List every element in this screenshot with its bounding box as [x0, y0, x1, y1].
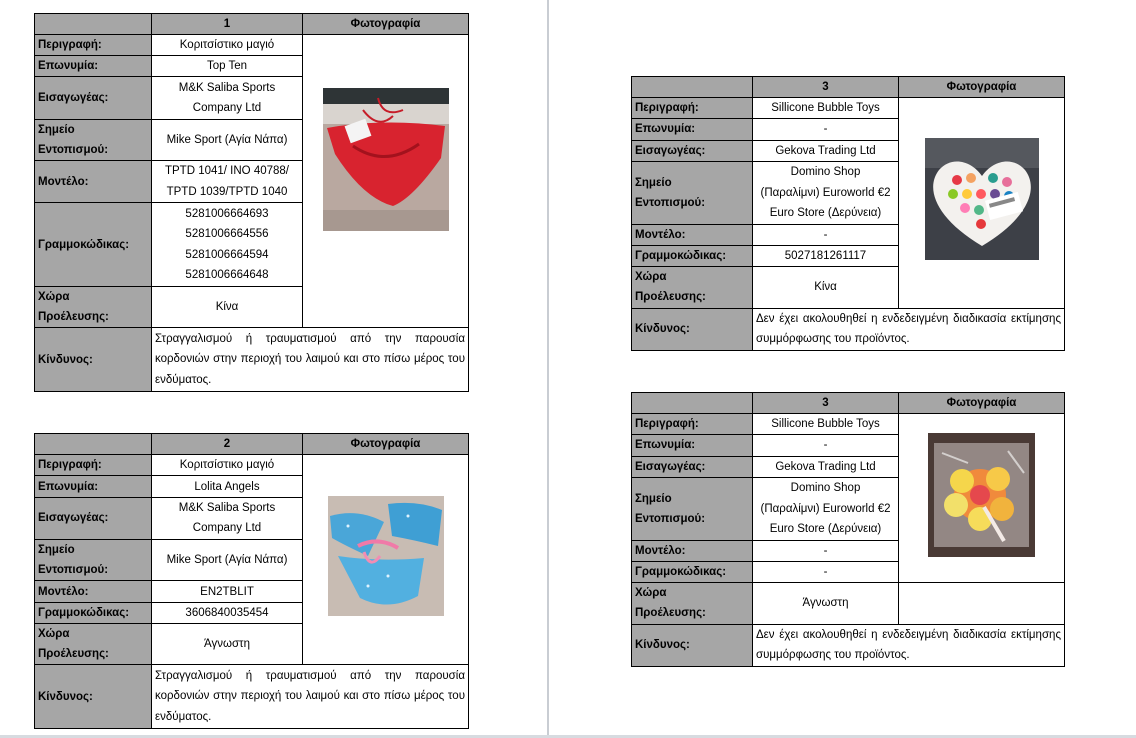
importer-label: Εισαγωγέας: — [35, 77, 152, 119]
origin-label — [632, 267, 753, 308]
location-value: Mike Sport (Αγία Νάπα) — [152, 540, 303, 581]
location-label-line: Σημείο — [38, 123, 75, 136]
importer-label: Εισαγωγέας: — [632, 140, 753, 161]
model-line: TPTD 1041/ INO 40788/ — [164, 165, 289, 178]
brand-label: Επωνυμία: — [632, 119, 753, 140]
barcode-value: 5027181261117 — [753, 246, 899, 267]
product-number: 1 — [152, 14, 303, 35]
brand-value: - — [753, 119, 899, 140]
description-label: Περιγραφή: — [35, 35, 152, 56]
header-blank — [632, 393, 753, 414]
risk-value: Στραγγαλισμού ή τραυματισμού από την παρουσία κορδονιών στην περιοχή του λαιμού και στο πίσω μέρος του ενδύματος. — [152, 328, 469, 392]
product-card-2 — [34, 433, 468, 729]
description-value: Sillicone Bubble Toys — [753, 98, 899, 119]
origin-label — [35, 287, 152, 328]
location-line: Domino Shop — [790, 166, 861, 179]
product-number: 3 — [753, 77, 899, 98]
photo-header: Φωτογραφία — [899, 77, 1065, 98]
importer-label: Εισαγωγέας: — [35, 497, 152, 539]
location-value — [753, 477, 899, 540]
risk-label: Κίνδυνος: — [632, 308, 753, 350]
location-line: Euro Store (Δερύνεια) — [769, 207, 882, 220]
photo-cell — [899, 414, 1065, 583]
barcode-label: Γραμμοκώδικας: — [35, 203, 152, 287]
location-label-line: Εντοπισμού: — [635, 196, 706, 209]
header-blank — [35, 14, 152, 35]
barcode-value — [152, 203, 303, 287]
heart-bubble-toy-photo — [925, 138, 1039, 260]
location-value — [753, 161, 899, 224]
risk-value: Στραγγαλισμού ή τραυματισμού από την παρουσία κορδονιών στην περιοχή του λαιμού και στο πίσω μέρος του ενδύματος. — [152, 665, 469, 729]
location-line: (Παραλίμνι) Euroworld €2 — [760, 502, 891, 515]
location-label — [35, 119, 152, 160]
red-swimsuit-photo — [323, 88, 449, 231]
origin-label — [632, 583, 753, 624]
location-label-line: Εντοπισμού: — [635, 512, 706, 525]
risk-label: Κίνδυνος: — [632, 624, 753, 666]
location-label-line: Εντοπισμού: — [38, 143, 109, 156]
brand-value: - — [753, 435, 899, 456]
location-label — [632, 477, 753, 540]
model-value: - — [753, 540, 899, 561]
importer-value: Gekova Trading Ltd — [753, 456, 899, 477]
description-label: Περιγραφή: — [35, 455, 152, 476]
importer-line: M&K Saliba Sports — [178, 81, 276, 94]
location-label-line: Σημείο — [635, 176, 672, 189]
location-label-line: Σημείο — [38, 544, 75, 557]
header-blank — [35, 434, 152, 455]
model-label: Μοντέλο: — [35, 161, 152, 203]
origin-value: Κίνα — [753, 267, 899, 308]
importer-label: Εισαγωγέας: — [632, 456, 753, 477]
importer-line: M&K Saliba Sports — [178, 501, 276, 514]
importer-line: Company Ltd — [192, 522, 262, 535]
location-label — [35, 540, 152, 581]
description-value: Κοριτσίστικο μαγιό — [152, 35, 303, 56]
barcode-label: Γραμμοκώδικας: — [35, 602, 152, 623]
model-value: - — [753, 224, 899, 245]
header-blank — [632, 77, 753, 98]
origin-label-line: Χώρα — [635, 271, 667, 284]
photo-cell — [303, 35, 469, 328]
brand-label: Επωνυμία: — [632, 435, 753, 456]
barcode-value: - — [753, 562, 899, 583]
description-label: Περιγραφή: — [632, 98, 753, 119]
product-number: 2 — [152, 434, 303, 455]
photo-header: Φωτογραφία — [899, 393, 1065, 414]
location-value: Mike Sport (Αγία Νάπα) — [152, 119, 303, 160]
description-value: Κοριτσίστικο μαγιό — [152, 455, 303, 476]
barcode-label: Γραμμοκώδικας: — [632, 246, 753, 267]
risk-label: Κίνδυνος: — [35, 665, 152, 729]
barcode-line: 5281006664556 — [185, 228, 269, 241]
barcode-label: Γραμμοκώδικας: — [632, 562, 753, 583]
product-number: 3 — [753, 393, 899, 414]
model-value — [152, 161, 303, 203]
barcode-line: 5281006664594 — [185, 248, 269, 261]
barcode-line: 5281006664693 — [185, 207, 269, 220]
product-card-3 — [631, 76, 1064, 351]
brand-label: Επωνυμία: — [35, 56, 152, 77]
importer-value — [152, 77, 303, 119]
brand-label: Επωνυμία: — [35, 476, 152, 497]
origin-label-line: Προέλευσης: — [38, 311, 109, 324]
description-value: Sillicone Bubble Toys — [753, 414, 899, 435]
photo-header: Φωτογραφία — [303, 14, 469, 35]
location-label-line: Εντοπισμού: — [38, 564, 109, 577]
flower-bubble-toy-photo — [928, 433, 1035, 557]
model-line: TPTD 1039/TPTD 1040 — [166, 185, 288, 198]
location-line: (Παραλίμνι) Euroworld €2 — [760, 186, 891, 199]
risk-value: Δεν έχει ακολουθηθεί η ενδεδειγμένη διαδικασία εκτίμησης συμμόρφωσης του προϊόντος. — [753, 624, 1065, 666]
model-label: Μοντέλο: — [632, 540, 753, 561]
page-divider — [547, 0, 549, 738]
barcode-value: 3606840035454 — [152, 602, 303, 623]
location-line: Euro Store (Δερύνεια) — [769, 523, 882, 536]
blue-swimsuit-photo — [328, 496, 444, 616]
importer-line: Company Ltd — [192, 102, 262, 115]
risk-value: Δεν έχει ακολουθηθεί η ενδεδειγμένη διαδικασία εκτίμησης συμμόρφωσης του προϊόντος. — [753, 308, 1065, 350]
barcode-line: 5281006664648 — [185, 269, 269, 282]
origin-value: Άγνωστη — [753, 583, 899, 624]
model-label: Μοντέλο: — [632, 224, 753, 245]
origin-label-line: Χώρα — [38, 291, 70, 304]
origin-label-line: Προέλευσης: — [38, 648, 109, 661]
risk-label: Κίνδυνος: — [35, 328, 152, 392]
brand-value: Top Ten — [152, 56, 303, 77]
brand-value: Lolita Angels — [152, 476, 303, 497]
product-card-4 — [631, 392, 1064, 667]
origin-label-line: Προέλευσης: — [635, 607, 706, 620]
location-line: Domino Shop — [790, 482, 861, 495]
origin-label-line: Χώρα — [38, 628, 70, 641]
importer-value — [152, 497, 303, 539]
description-label: Περιγραφή: — [632, 414, 753, 435]
origin-label — [35, 623, 152, 664]
origin-value: Άγνωστη — [152, 623, 303, 664]
importer-value: Gekova Trading Ltd — [753, 140, 899, 161]
origin-value: Κίνα — [152, 287, 303, 328]
location-label-line: Σημείο — [635, 492, 672, 505]
origin-label-line: Προέλευσης: — [635, 291, 706, 304]
product-card-1 — [34, 13, 468, 392]
model-value: EN2TBLIT — [152, 581, 303, 602]
origin-label-line: Χώρα — [635, 587, 667, 600]
model-label: Μοντέλο: — [35, 581, 152, 602]
location-label — [632, 161, 753, 224]
photo-cell — [303, 455, 469, 665]
photo-cell — [899, 98, 1065, 308]
photo-header: Φωτογραφία — [303, 434, 469, 455]
